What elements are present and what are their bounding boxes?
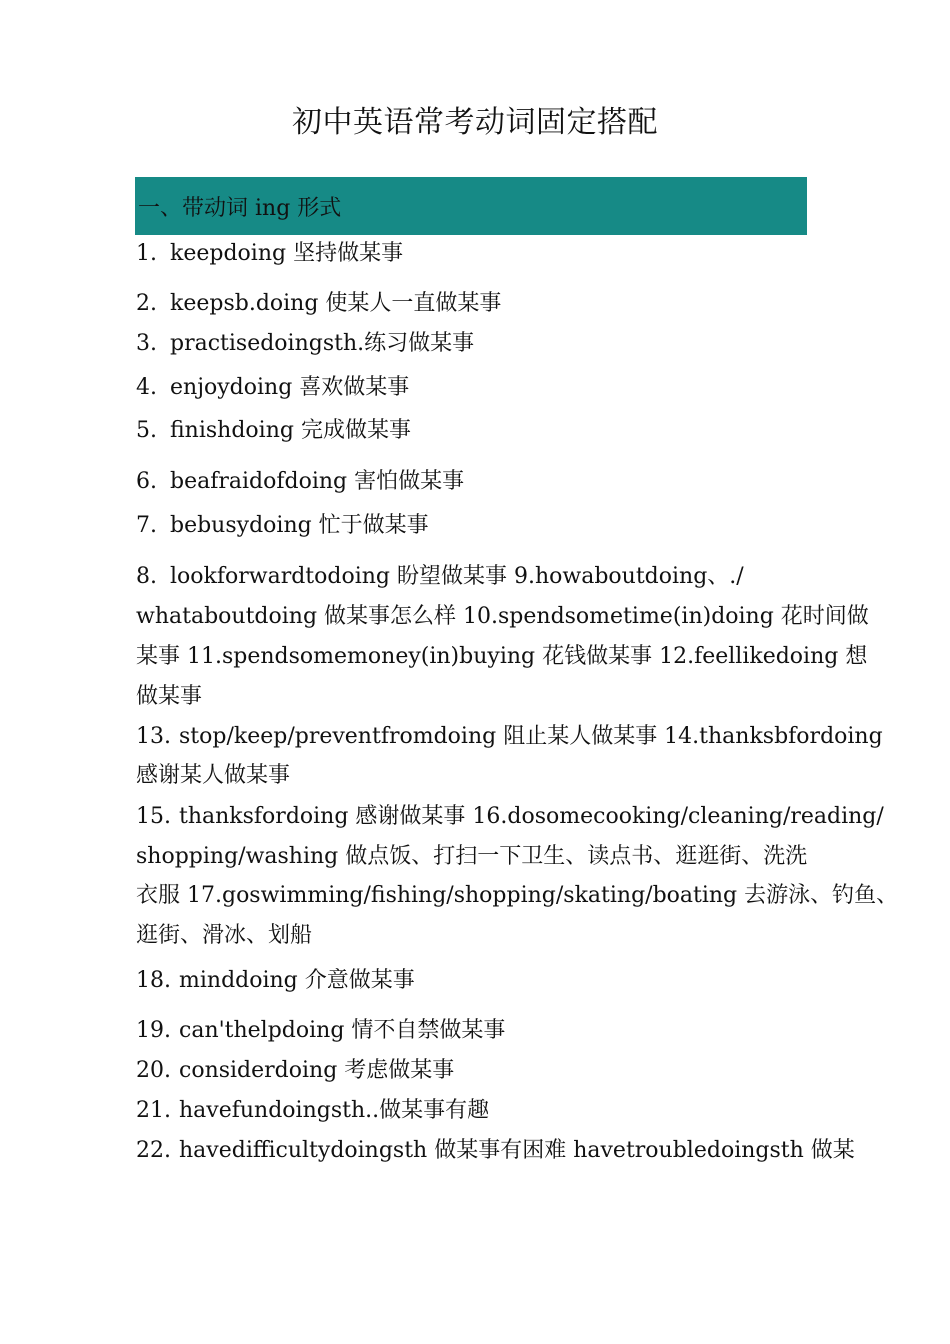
list-item [136,1137,855,1165]
list-item-number: 22. [136,1138,171,1163]
list-item-text: keepdoing 坚持做某事 [170,241,404,266]
paragraph-line [136,683,202,711]
paragraph-line [136,803,884,831]
paragraph-text: shopping/washing 做点饭、打扫一下卫生、读点书、逛逛街、洗洗 [136,844,808,869]
list-item [136,290,501,318]
list-item [136,468,464,496]
paragraph-line [136,843,807,871]
paragraph-text: 某事 11.spendsomemoney(in)buying 花钱做某事 12.feellikedoing 想 [136,644,868,669]
list-item-number: 6. [136,469,157,494]
list-item-text: keepsb.doing 使某人一直做某事 [170,291,502,316]
list-item-text: beafraidofdoing 害怕做某事 [170,469,465,494]
list-item-number: 21. [136,1098,171,1123]
list-item [136,374,409,402]
list-item-text: enjoydoing 喜欢做某事 [170,375,410,400]
list-item [136,512,429,540]
list-item-text: practisedoingsth.练习做某事 [170,331,475,356]
document-title: 初中英语常考动词固定搭配 [292,105,658,140]
paragraph-text: 逛街、滑冰、划船 [136,923,313,948]
paragraph-text: 做某事 [136,684,203,709]
paragraph-text: stop/keep/preventfromdoing 阻止某人做某事 14.thanksbfordoing [179,724,883,749]
paragraph-line [136,643,867,671]
list-item-text: havefundoingsth..做某事有趣 [179,1098,490,1123]
list-item-number: 20. [136,1058,171,1083]
list-item-number: 7. [136,513,157,538]
list-item-number: 18. [136,968,171,993]
list-item [136,1097,489,1125]
paragraph-text: 衣服 17.goswimming/fishing/shopping/skating/boating 去游泳、钓鱼、 [136,883,899,908]
section-heading-bar [135,177,807,235]
list-item [136,967,415,995]
list-item [136,240,403,268]
list-item-number: 5. [136,418,157,443]
list-item [136,1017,505,1045]
list-item-text: havedifficultydoingsth 做某事有困难 havetroubledoingsth 做某 [179,1138,855,1163]
paragraph-number: 13. [136,724,171,749]
paragraph-number: 15. [136,804,171,829]
paragraph-line [136,882,898,910]
list-item [136,417,411,445]
list-item-text: finishdoing 完成做某事 [170,418,411,443]
paragraph-text: 感谢某人做某事 [136,763,291,788]
list-item [136,1057,454,1085]
paragraph-line [136,723,883,751]
list-item [136,330,474,358]
paragraph-text: whataboutdoing 做某事怎么样 10.spendsometime(in)doing 花时间做 [136,604,869,629]
list-item-text: can'thelpdoing 情不自禁做某事 [179,1018,506,1043]
list-item-number: 19. [136,1018,171,1043]
list-item-number: 3. [136,331,157,356]
paragraph-line [136,563,744,591]
paragraph-line [136,603,869,631]
list-item-text: bebusydoing 忙于做某事 [170,513,429,538]
paragraph-text: thanksfordoing 感谢做某事 16.dosomecooking/cleaning/reading/ [179,804,884,829]
paragraph-line [136,922,312,950]
section-heading: 一、带动词 ing 形式 [138,196,342,221]
list-item-text: considerdoing 考虑做某事 [179,1058,455,1083]
paragraph-line [136,762,290,790]
list-item-number: 4. [136,375,157,400]
list-item-number: 2. [136,291,157,316]
list-item-text: minddoing 介意做某事 [179,968,415,993]
paragraph-text: lookforwardtodoing 盼望做某事 9.howaboutdoing、./ [170,564,744,589]
paragraph-number: 8. [136,564,157,589]
list-item-number: 1. [136,241,157,266]
